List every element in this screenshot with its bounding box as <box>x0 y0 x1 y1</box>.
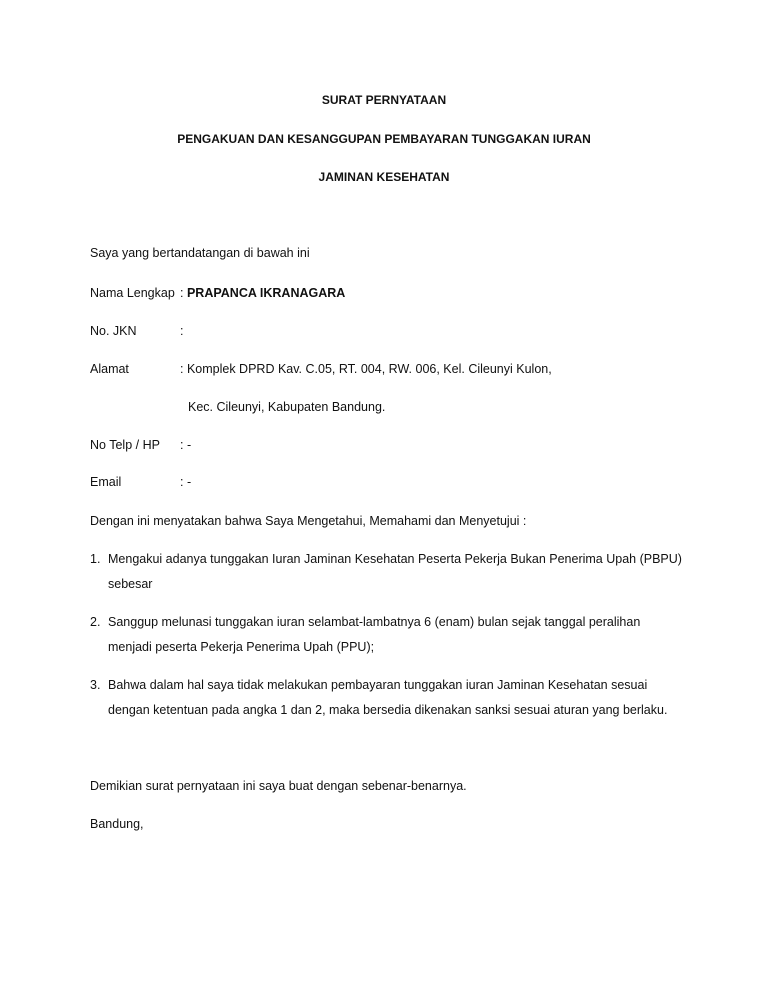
item-3-line-1: Bahwa dalam hal saya tidak melakukan pembayaran tunggakan iuran Jaminan Kesehatan sesuai <box>108 678 648 692</box>
address-line-1: : Komplek DPRD Kav. C.05, RT. 004, RW. 006, Kel. Cileunyi Kulon, <box>180 362 552 376</box>
name-text: PRAPANCA IKRANAGARA <box>186 286 346 300</box>
name-value <box>180 285 345 301</box>
document-title: SURAT PERNYATAAN <box>321 93 447 107</box>
item-3-number: 3. <box>90 678 101 692</box>
item-2-line-1: Sanggup melunasi tunggakan iuran selambat-lambatnya 6 (enam) bulan sejak tanggal peralihan <box>108 615 641 629</box>
item-2-line-2: menjadi peserta Pekerja Penerima Upah (PPU); <box>108 640 375 654</box>
item-1-number: 1. <box>90 552 101 566</box>
name-colon: : <box>180 286 184 300</box>
closing-text: Demikian surat pernyataan ini saya buat dengan sebenar-benarnya. <box>90 779 467 793</box>
jkn-label: No. JKN <box>90 324 137 338</box>
phone-label: No Telp / HP <box>90 438 160 452</box>
address-line-2: Kec. Cileunyi, Kabupaten Bandung. <box>188 400 386 414</box>
item-1-line-1: Mengakui adanya tunggakan Iuran Jaminan Kesehatan Peserta Pekerja Bukan Penerima Upah (PBPU) <box>108 552 682 566</box>
document-subtitle-2: JAMINAN KESEHATAN <box>318 170 450 184</box>
address-label: Alamat <box>90 362 129 376</box>
document-subtitle: PENGAKUAN DAN KESANGGUPAN PEMBAYARAN TUNGGAKAN IURAN <box>177 132 591 146</box>
name-label: Nama Lengkap <box>90 286 175 300</box>
item-3-line-2: dengan ketentuan pada angka 1 dan 2, maka bersedia dikenakan sanksi sesuai aturan yang berlaku. <box>108 703 668 717</box>
email-value: : - <box>180 475 192 489</box>
intro-text: Saya yang bertandatangan di bawah ini <box>90 246 310 260</box>
item-2-number: 2. <box>90 615 101 629</box>
email-label: Email <box>90 475 122 489</box>
place-text: Bandung, <box>90 817 144 831</box>
item-1-line-2: sebesar <box>108 577 153 591</box>
jkn-value: : <box>180 324 184 338</box>
statement-intro: Dengan ini menyatakan bahwa Saya Mengetahui, Memahami dan Menyetujui : <box>90 514 527 528</box>
phone-value: : - <box>180 438 192 452</box>
